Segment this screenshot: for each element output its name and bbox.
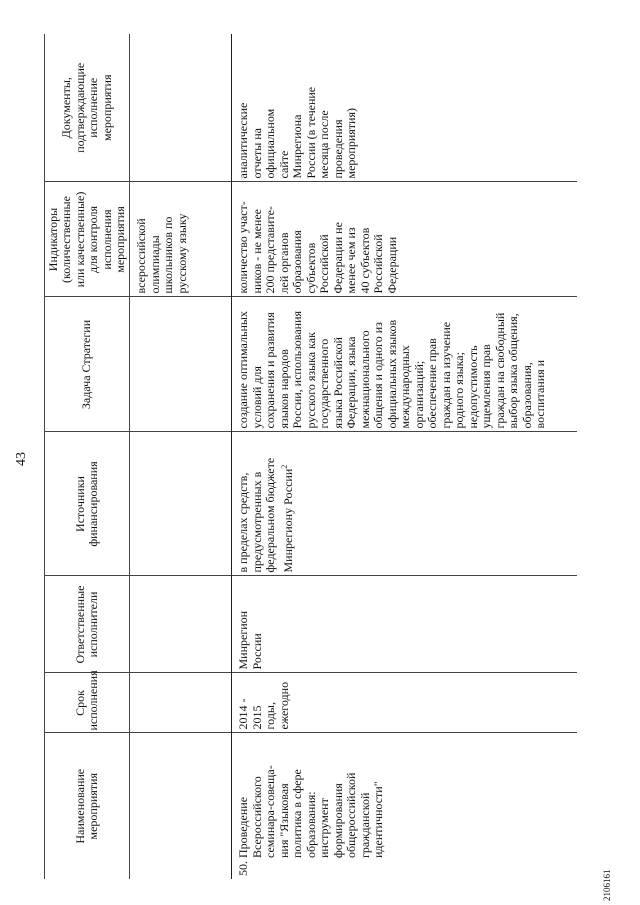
document-number: 2106161 (602, 869, 612, 901)
continuation-indicator: всероссийской олимпиады школьников по русскому языку (130, 182, 232, 297)
row-number: 50. (236, 861, 250, 876)
strategy-task-cell: создание оптимальных условий для сохранения и развития языков народов России, использования русского языка как государственного языка Российской Федерации, языка межнационального общения и одного из официальных языков международных организаций; обеспечение прав граждан на изучение родного языка; недопустимость ущемления прав граждан на свободный выбор языка общения, образования, воспитания и (232, 297, 578, 432)
header-indicators: Индикаторы (количественные или качественные) для контроля исполнения мероприятия (45, 182, 130, 297)
funding-text: в пределах средств, предусмотренных в федеральном бюджете Минрегиону России (236, 457, 295, 573)
header-funding: Источники финансирования (45, 432, 130, 576)
table-header-row (45, 34, 130, 879)
continuation-row (130, 34, 232, 879)
table-row (232, 34, 578, 879)
header-documents: Документы, подтверждающие исполнение мероприятия (45, 34, 130, 182)
term-cell: 2014 - 2015 годы, ежегодно (232, 673, 578, 733)
executor-cell: Минрегион России (232, 576, 578, 673)
measures-table (44, 34, 577, 879)
funding-cell (232, 432, 578, 576)
indicator-cell: количество участ- ников - не менее 200 представите- лей органов образования субъектов Российской Федерации не менее чем из 40 субъектов Российской Федерации (232, 182, 578, 297)
measure-name: Проведение Всероссийского семинара-совеща- ния "Языковая политика в сфере образования: инструмент формирования общероссийской гражданской идентичности" (236, 765, 385, 858)
page-number: 43 (14, 452, 29, 466)
header-term: Срок исполнения (45, 673, 130, 733)
measure-name-cell (232, 733, 578, 879)
header-strategy-task: Задача Стратегии (45, 297, 130, 432)
header-name: Наименование мероприятия (45, 733, 130, 879)
footnote-mark: 2 (279, 464, 289, 469)
documents-cell: аналитические отчеты на официальном сайте Минрегиона России (в течение месяца после проведения мероприятия) (232, 34, 578, 182)
header-executors: Ответственные исполнители (45, 576, 130, 673)
